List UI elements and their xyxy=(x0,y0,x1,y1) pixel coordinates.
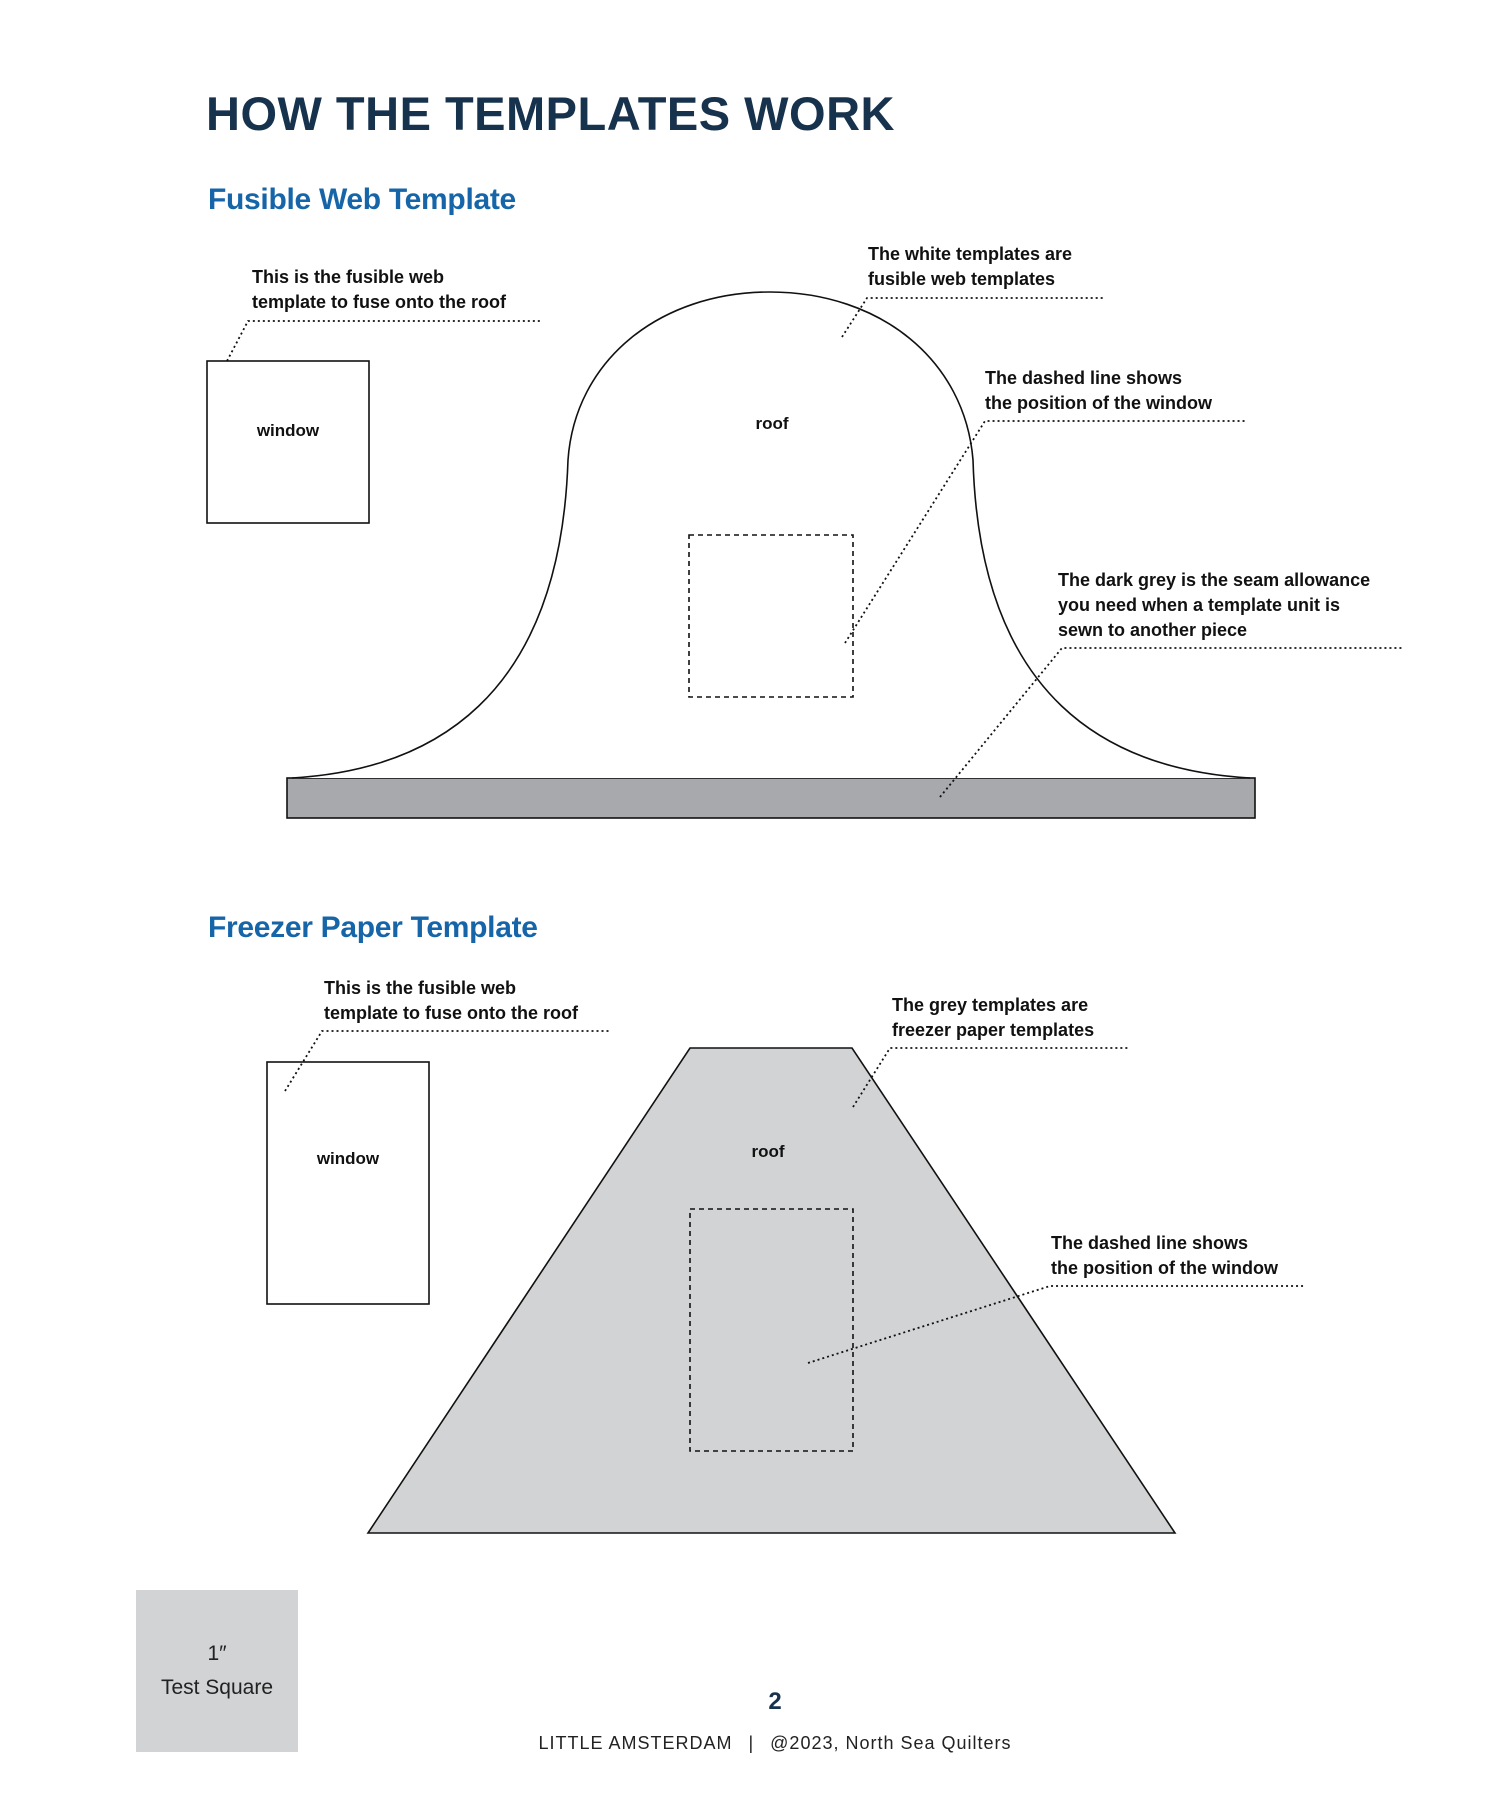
fusible-window-label: window xyxy=(256,421,320,440)
leader-grey-templates xyxy=(853,1048,1128,1107)
note-line: template to fuse onto the roof xyxy=(252,292,506,312)
note-line: you need when a template unit is xyxy=(1058,595,1341,615)
freezer-roof-template xyxy=(368,1048,1175,1533)
note-freezer-window xyxy=(324,976,578,1026)
note-line: This is the fusible web xyxy=(252,267,445,287)
footer xyxy=(0,1733,1500,1754)
note-fusible-window xyxy=(252,265,506,315)
note-line: The dark grey is the seam allowance xyxy=(1058,570,1371,590)
note-line: freezer paper templates xyxy=(892,1020,1095,1040)
note-fusible-dashed xyxy=(985,366,1212,416)
note-line: The dashed line shows xyxy=(985,368,1183,388)
leader-fusible-window xyxy=(227,321,540,361)
page-number: 2 xyxy=(768,1688,782,1715)
note-seam-allowance xyxy=(1058,568,1370,643)
fusible-window-template xyxy=(207,361,369,523)
note-grey-templates xyxy=(892,993,1094,1043)
page-title: HOW THE TEMPLATES WORK xyxy=(206,87,895,140)
note-line: the position of the window xyxy=(985,393,1212,413)
test-square xyxy=(136,1590,298,1752)
note-freezer-dashed xyxy=(1051,1231,1278,1281)
seam-allowance-bar xyxy=(287,778,1255,818)
note-line: The grey templates are xyxy=(892,995,1089,1015)
fusible-section-heading: Fusible Web Template xyxy=(208,183,516,216)
note-line: the position of the window xyxy=(1051,1258,1278,1278)
test-square-label: Test Square xyxy=(160,1676,274,1699)
freezer-window-label: window xyxy=(316,1149,380,1168)
test-square-size: 1″ xyxy=(207,1642,227,1665)
freezer-window-template xyxy=(267,1062,429,1304)
note-white-templates xyxy=(868,242,1072,292)
footer-copyright: @2023, North Sea Quilters xyxy=(770,1733,1012,1753)
fusible-roof-label: roof xyxy=(755,414,789,433)
footer-book-title: LITTLE AMSTERDAM xyxy=(538,1733,733,1753)
footer-separator: | xyxy=(748,1733,755,1753)
note-line: The dashed line shows xyxy=(1051,1233,1249,1253)
note-line: The white templates are xyxy=(868,244,1073,264)
freezer-roof-label: roof xyxy=(751,1142,785,1161)
note-line: sewn to another piece xyxy=(1058,620,1248,640)
note-line: template to fuse onto the roof xyxy=(324,1003,578,1023)
freezer-section-heading: Freezer Paper Template xyxy=(208,911,538,944)
note-line: This is the fusible web xyxy=(324,978,517,998)
note-line: fusible web templates xyxy=(868,269,1056,289)
